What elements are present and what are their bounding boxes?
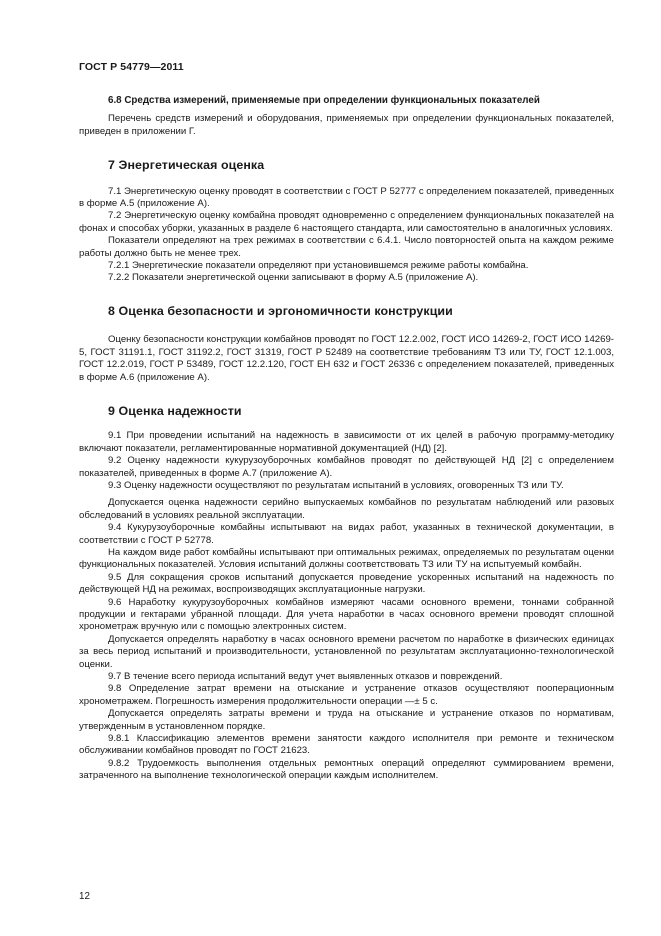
paragraph: Допускается оценка надежности серийно выпускаемых комбайнов по результатам наблюдений или разовых обследований в условиях реальной эксплуатации. xyxy=(79,497,614,521)
section-heading: 9 Оценка надежности xyxy=(108,403,242,418)
paragraph: Перечень средств измерений и оборудования, применяемых при определении функциональных показателей, приведен в приложении Г. xyxy=(79,113,614,137)
paragraph: 9.1 При проведении испытаний на надежность в зависимости от их целей в рабочую программу-методику включают показатели, регламентированные нормативной документацией (НД) [2]. xyxy=(79,430,614,454)
section-9 xyxy=(79,405,614,783)
document-body xyxy=(79,95,614,783)
document-header: ГОСТ Р 54779—2011 xyxy=(79,61,184,73)
paragraph: 9.4 Кукурузоуборочные комбайны испытывают на видах работ, указанных в технической документации, в соответствии с ГОСТ Р 52778. xyxy=(79,522,614,546)
paragraph: 7.2 Энергетическую оценку комбайна проводят одновременно с определением функциональных показателей на фонах и способах уборки, указанных в разделе 6 настоящего стандарта, или самостоятельно в аналогичных условиях. xyxy=(79,210,614,234)
paragraph: 9.2 Оценку надежности кукурузоуборочных комбайнов проводят по действующей НД [2] с определением показателей, приведенных в форме А.7 (приложение А). xyxy=(79,455,614,479)
section-8 xyxy=(79,305,614,384)
paragraph: 9.8.2 Трудоемкость выполнения отдельных ремонтных операций определяют суммированием времени, затраченного на выполнение технологической операции каждым исполнителем. xyxy=(79,757,614,782)
paragraph: 9.7 В течение всего периода испытаний ведут учет выявленных отказов и повреждений. xyxy=(108,671,503,683)
paragraph: 9.6 Наработку кукурузоуборочных комбайнов измеряют часами основного времени, тоннами собранной продукции и гектарами убранной площади. Для учета наработки в часах основного времени проводят сплошной хронометраж вручную или с помощью электронных систем. xyxy=(79,596,614,633)
paragraph: 9.5 Для сокращения сроков испытаний допускается проведение ускоренных испытаний на надежность по действующей НД на режимах, воспроизводящих эксплуатационные нагрузки. xyxy=(79,571,614,596)
subsection-title-6-8: 6.8 Средства измерений, применяемые при определении функциональных показателей xyxy=(108,95,540,106)
paragraph: 9.8 Определение затрат времени на отыскание и устранение отказов осуществляют пооперaционным хронометражем. Погрешность измерения продолжительности операции —± 5 с. xyxy=(79,683,614,707)
paragraph: 9.8.1 Классификацию элементов времени занятости каждого исполнителя при ремонте и техническом обслуживании комбайнов проводят по ГОСТ 21623. xyxy=(79,733,614,757)
paragraph: 7.2.2 Показатели энергетической оценки записывают в форму А.5 (приложение А). xyxy=(108,272,479,284)
paragraph: Допускается определять наработку в часах основного времени расчетом по наработке в физических единицах за весь период испытаний и производительности, установленной по результатам эксплуатационно-технологической оценки. xyxy=(79,633,614,670)
section-heading: 8 Оценка безопасности и эргономичности конструкции xyxy=(108,303,453,318)
section-7 xyxy=(79,159,614,285)
paragraph: Допускается определять затраты времени и труда на отыскание и устранение отказов по нормативам, утвержденным в установленном порядке. xyxy=(79,708,614,732)
page-number: 12 xyxy=(79,891,90,902)
section-heading: 7 Энергетическая оценка xyxy=(108,158,265,173)
paragraph: 7.1 Энергетическую оценку проводят в соответствии с ГОСТ Р 52777 с определением показателей, приведенных в форме А.5 (приложение А). xyxy=(79,185,614,210)
paragraph: 7.2.1 Энергетические показатели определяют при установившемся режиме работы комбайна. xyxy=(108,260,529,272)
paragraph: 9.3 Оценку надежности осуществляют по результатам испытаний в условиях, оговоренных ТЗ или ТУ. xyxy=(108,479,564,491)
paragraph: Показатели определяют на трех режимах в соответствии с 6.4.1. Число повторностей опыта на каждом режиме работы должно быть не менее трех. xyxy=(79,235,614,259)
paragraph: На каждом виде работ комбайны испытывают при оптимальных режимах, определяемых по результатам оценки функциональных показателей. Условия испытаний должны соответствовать ТЗ или ТУ на испытуемый комбайн. xyxy=(79,546,614,571)
paragraph: Оценку безопасности конструкции комбайнов проводят по ГОСТ 12.2.002, ГОСТ ИСО 14269-2, ГОСТ ИСО 14269-5, ГОСТ 31191.1, ГОСТ 31192.2, ГОСТ 31319, ГОСТ Р 52489 на соответствие требованиям ТЗ или ТУ, ГОСТ 12.1.003, ГОСТ 12.2.019, ГОСТ Р 53489, ГОСТ 12.2.120, ГОСТ ЕН 632 и ГОСТ 26336 с определением показателей, приведенных в форме А.6 (приложение А). xyxy=(79,334,614,383)
